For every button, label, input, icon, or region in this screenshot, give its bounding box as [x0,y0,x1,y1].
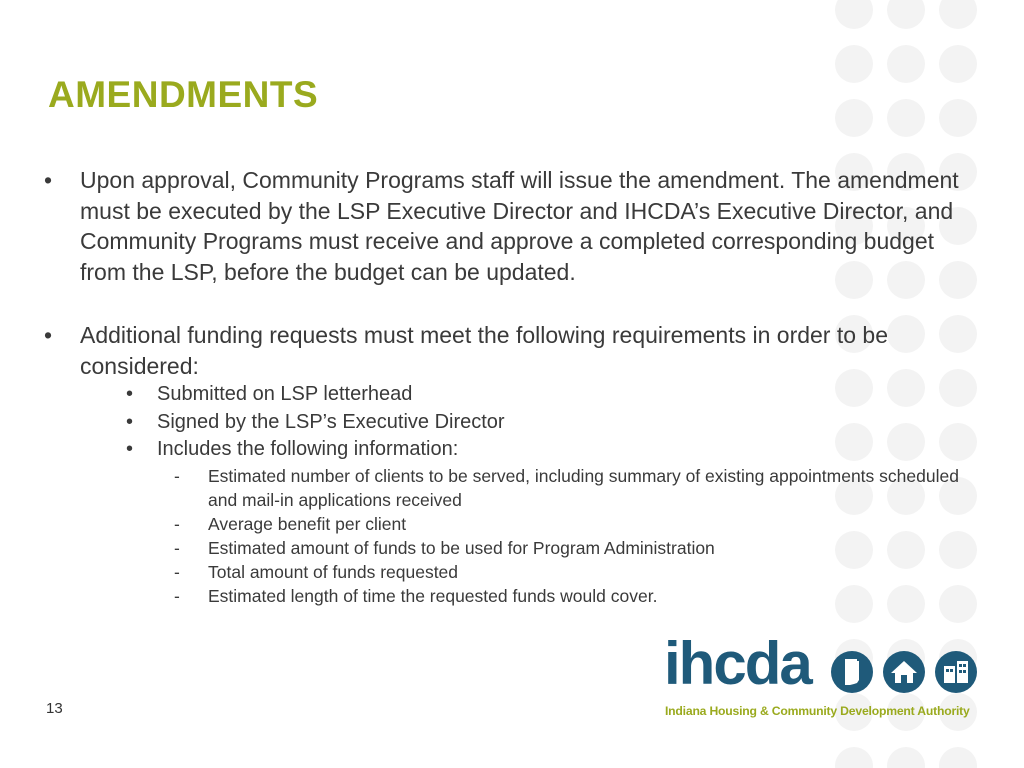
bullet-icon: • [44,167,53,193]
requirements-list [80,381,984,608]
community-icon [934,650,978,694]
bullet-item-funding-requirements [44,320,984,608]
logo-tagline: Indiana Housing & Community Development Authority [665,704,970,718]
logo-wordmark: ihcda [664,630,811,697]
bullet-list [44,165,984,608]
page-number: 13 [46,700,63,717]
dash-icon: - [174,513,180,534]
information-item [174,464,978,512]
bullet-text: Additional funding requests must meet the following requirements in order to be considered: [80,322,889,379]
dash-icon: - [174,585,180,606]
information-text: Estimated amount of funds to be used for Program Administration [208,537,715,558]
requirement-item [126,409,984,437]
requirement-item [126,381,984,409]
indiana-state-icon [830,650,874,694]
information-list [174,464,978,608]
dash-icon: - [174,537,180,558]
information-text: Total amount of funds requested [208,561,459,582]
information-item [174,584,978,608]
requirement-text: Submitted on LSP letterhead [157,383,413,405]
information-item [174,560,978,584]
requirement-text: Includes the following information: [157,438,459,460]
house-icon [882,650,926,694]
information-item [174,512,978,536]
ihcda-logo [664,630,976,722]
dash-icon: - [174,465,180,486]
bullet-icon: • [126,383,134,405]
bullet-icon: • [126,438,134,460]
bullet-icon: • [126,410,134,433]
bullet-text: Upon approval, Community Programs staff will issue the amendment. The amendment must be executed by the LSP Executive Director and IHCDA’s Executive Director, and Community Programs must receive and approve a completed corresponding budget from the LSP, before the budget can be updated. [80,167,959,285]
slide-title: AMENDMENTS [48,74,319,115]
dash-icon: - [174,561,180,582]
bullet-icon: • [44,322,53,348]
bullet-item-approval [44,165,984,287]
information-text: Estimated length of time the requested funds would cover. [208,585,658,606]
information-text: Estimated number of clients to be served, including summary of existing appointments scheduled and mail-in applications received [208,465,959,510]
requirement-text: Signed by the LSP’s Executive Director [157,410,505,433]
requirement-item [126,436,984,608]
information-text: Average benefit per client [208,513,407,534]
information-item [174,536,978,560]
